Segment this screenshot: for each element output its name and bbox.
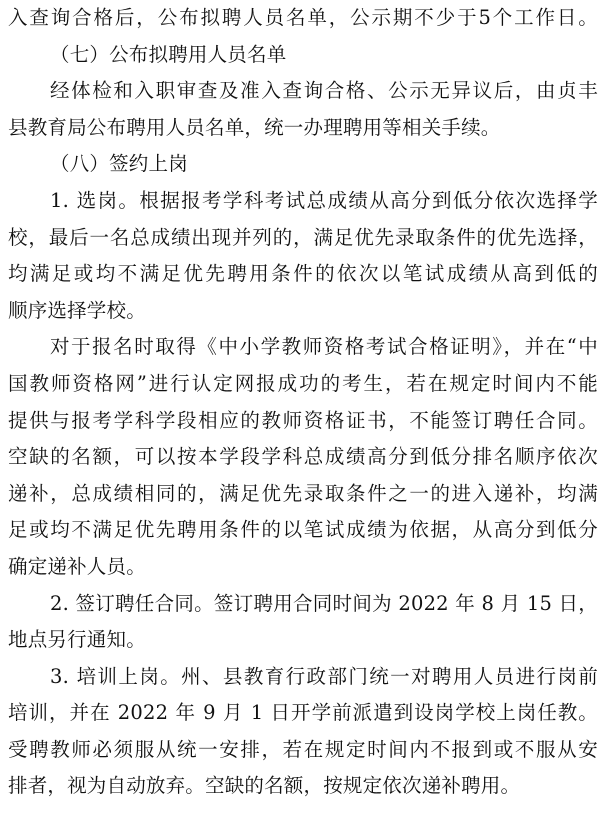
paragraph-line: 地点另行通知。 bbox=[8, 628, 146, 652]
paragraph-line: 顺序选择学校。 bbox=[8, 298, 146, 322]
paragraph-line: 3. 培训上岗。州、县教育行政部门统一对聘用人员进行岗前 bbox=[50, 664, 598, 688]
paragraph-line: 入查询合格后，公布拟聘人员名单，公示期不少于5个工作日。 bbox=[8, 6, 598, 29]
paragraph-line: 校，最后一名总成绩出现并列的，满足优先录取条件的优先选择， bbox=[8, 225, 598, 249]
paragraph-line: 县教育局公布聘用人员名单，统一办理聘用等相关手续。 bbox=[8, 115, 501, 139]
section-heading-seven: （七）公布拟聘用人员名单 bbox=[50, 42, 287, 66]
section-heading-eight: （八）签约上岗 bbox=[50, 152, 188, 176]
paragraph-line: 排者，视为自动放弃。空缺的名额，按规定依次递补聘用。 bbox=[8, 774, 521, 798]
paragraph-line: 对于报名时取得《中小学教师资格考试合格证明》，并在“中 bbox=[50, 335, 598, 359]
paragraph-line: 2. 签订聘任合同。签订聘用合同时间为 2022 年 8 月 15 日， bbox=[50, 591, 598, 615]
paragraph-line: 空缺的名额，可以按本学段学科总成绩高分到低分排名顺序依次 bbox=[8, 445, 598, 469]
paragraph-line: 递补，总成绩相同的，满足优先录取条件之一的进入递补，均满 bbox=[8, 481, 598, 505]
paragraph-line: 1. 选岗。根据报考学科考试总成绩从高分到低分依次选择学 bbox=[50, 188, 598, 212]
paragraph-line: 受聘教师必须服从统一安排，若在规定时间内不报到或不服从安 bbox=[8, 737, 598, 761]
paragraph-line: 均满足或均不满足优先聘用条件的依次以笔试成绩从高到低的 bbox=[8, 262, 598, 286]
paragraph-line: 足或均不满足优先聘用条件的以笔试成绩为依据，从高分到低分 bbox=[8, 518, 598, 542]
paragraph-line: 确定递补人员。 bbox=[8, 554, 146, 578]
paragraph-line: 国教师资格网”进行认定网报成功的考生，若在规定时间内不能 bbox=[8, 371, 598, 395]
paragraph-line: 提供与报考学科学段相应的教师资格证书，不能签订聘任合同。 bbox=[8, 408, 598, 432]
paragraph-line: 培训，并在 2022 年 9 月 1 日开学前派遣到设岗学校上岗任教。 bbox=[8, 701, 598, 725]
paragraph-line: 经体检和入职审查及准入查询合格、公示无异议后，由贞丰 bbox=[50, 79, 598, 103]
